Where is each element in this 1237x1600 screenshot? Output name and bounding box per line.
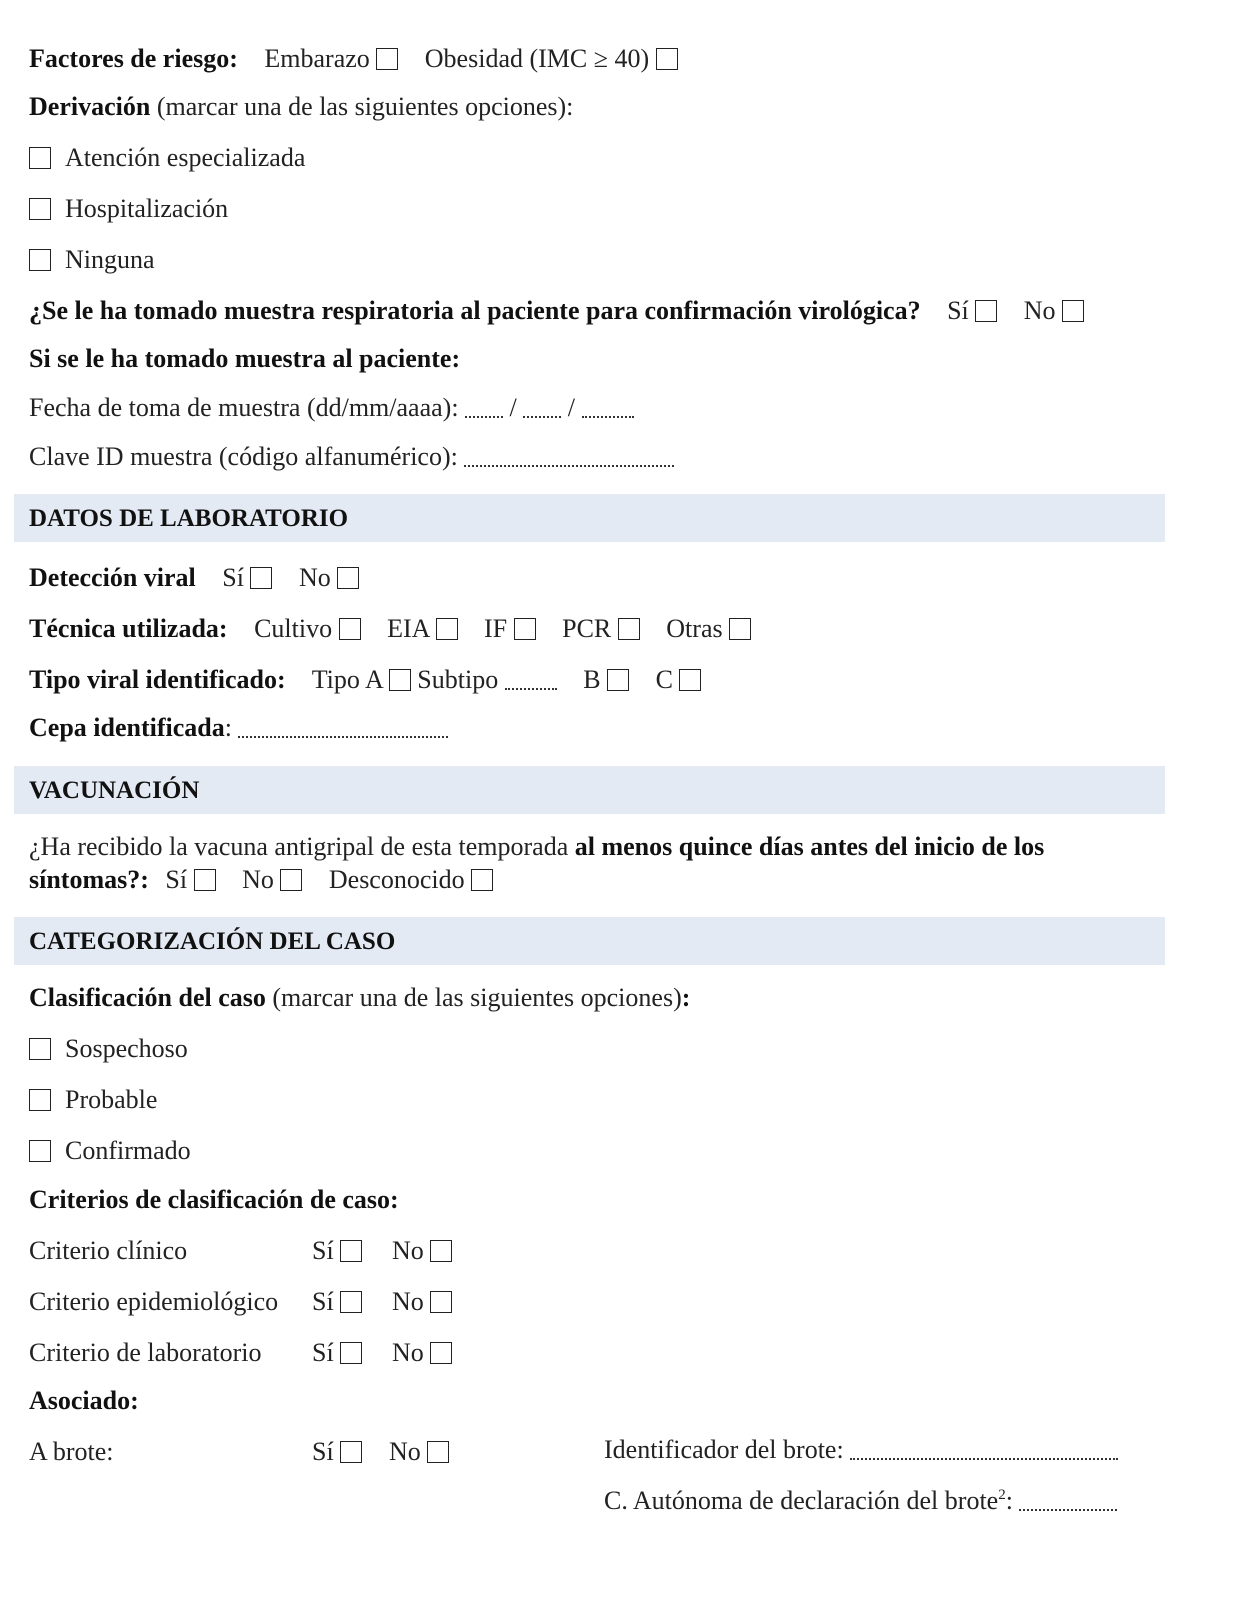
classification-option-suspected [29,1032,188,1066]
technique-culture-label: Cultivo [254,614,333,643]
suspected-checkbox[interactable] [29,1038,51,1060]
sample-question-row [29,294,1084,328]
vaccination-section-title: VACUNACIÓN [29,777,200,804]
vaccination-yes-label: Sí [165,865,188,894]
classification-option-label: Sospechoso [65,1034,188,1063]
type-c-checkbox[interactable] [679,669,701,691]
strain-colon: : [224,713,232,742]
criterion-laboratory-label: Criterio de laboratorio [29,1338,262,1367]
criterion-epidemiological-yes [312,1285,362,1319]
outbreak-yes-checkbox[interactable] [340,1441,362,1463]
criterion-laboratory-no [392,1336,452,1370]
referral-option-label: Atención especializada [65,143,306,172]
detection-no-label: No [298,563,331,592]
subtype-label: Subtipo [417,665,499,694]
viral-detection-row [29,561,359,595]
case-classification-row [29,981,690,1015]
technique-other-checkbox[interactable] [729,618,751,640]
categorization-section-header [14,917,1165,965]
sample-no-checkbox[interactable] [1062,300,1084,322]
outbreak-id-field[interactable] [850,1440,1118,1460]
no-label: No [389,1437,421,1466]
classification-option-probable [29,1083,157,1117]
criterion-clinical-no-checkbox[interactable] [430,1240,452,1262]
criterion-clinical-label: Criterio clínico [29,1236,188,1265]
yes-label: Sí [312,1287,334,1316]
strain-row [29,711,448,745]
type-c-label: C [655,665,673,694]
sample-no-label: No [1023,296,1056,325]
criterion-epidemiological-no-checkbox[interactable] [430,1291,452,1313]
type-b-label: B [583,665,601,694]
date-separator: / [567,393,576,422]
type-a-label: Tipo A [311,665,383,694]
vaccination-no-checkbox[interactable] [280,869,302,891]
no-label: No [392,1338,424,1367]
viral-detection-label: Detección viral [29,563,196,592]
type-a-checkbox[interactable] [389,669,411,691]
outbreak-id-row [604,1433,1118,1467]
sample-yes-label: Sí [947,296,969,325]
sample-date-month-field[interactable] [523,398,561,418]
referral-option-label: Ninguna [65,245,155,274]
referral-row [29,90,573,124]
lab-section-title: DATOS DE LABORATORIO [29,505,349,532]
criterion-clinical-yes-checkbox[interactable] [340,1240,362,1262]
viral-type-row [29,663,701,697]
no-label: No [392,1287,424,1316]
outbreak-label: A brote: [29,1437,114,1466]
categorization-section-title: CATEGORIZACIÓN DEL CASO [29,928,396,955]
pregnancy-label: Embarazo [264,44,370,73]
sample-id-label: Clave ID muestra (código alfanumérico): [29,442,458,471]
case-classification-colon: : [681,983,691,1012]
subtype-field[interactable] [505,670,557,690]
classification-option-label: Probable [65,1085,158,1114]
risk-factors-row [29,42,678,76]
referral-option-hospitalization [29,192,228,226]
classification-option-confirmed [29,1134,191,1168]
outbreak-region-label: C. Autónoma de declaración del brote [604,1486,999,1515]
criterion-laboratory-yes [312,1336,362,1370]
technique-row [29,612,751,646]
criterion-clinical-yes [312,1234,362,1268]
referral-option-label: Hospitalización [65,194,229,223]
criteria-label: Criterios de clasificación de caso: [29,1185,399,1214]
vaccination-yes-checkbox[interactable] [194,869,216,891]
sample-question: ¿Se le ha tomado muestra respiratoria al paciente para confirmación virológica? [29,296,921,325]
vaccination-question-bold: al menos quince días antes del inicio de los [574,832,1045,861]
detection-no-checkbox[interactable] [337,567,359,589]
vaccination-no-label: No [242,865,274,894]
referral-none-checkbox[interactable] [29,249,51,271]
footnote-marker: 2 [998,1487,1006,1503]
sample-id-field[interactable] [464,447,674,467]
referral-label: Derivación [29,92,151,121]
criterion-laboratory-yes-checkbox[interactable] [340,1342,362,1364]
date-separator: / [509,393,517,422]
referral-option-specialized [29,141,305,175]
outbreak-region-row [604,1484,1117,1518]
outbreak-no [389,1435,449,1469]
no-label: No [392,1236,424,1265]
case-classification-hint: (marcar una de las siguientes opciones) [272,983,682,1012]
sample-date-day-field[interactable] [465,398,503,418]
referral-hint: (marcar una de las siguientes opciones): [156,92,574,121]
vaccination-section-header [14,766,1165,814]
outbreak-region-field[interactable] [1019,1491,1117,1511]
vaccination-question-line2 [29,863,493,897]
criteria-heading [29,1183,399,1217]
criterion-epidemiological-yes-checkbox[interactable] [340,1291,362,1313]
viral-type-label: Tipo viral identificado: [29,665,286,694]
sample-id-row [29,440,674,474]
sample-date-label: Fecha de toma de muestra (dd/mm/aaaa): [29,393,459,422]
strain-label: Cepa identificada [29,713,225,742]
technique-other-label: Otras [666,614,723,643]
strain-field[interactable] [238,718,448,738]
case-classification-label: Clasificación del caso [29,983,266,1012]
detection-yes-checkbox[interactable] [250,567,272,589]
associated-heading [29,1384,139,1418]
outbreak-region-colon: : [1005,1486,1013,1515]
classification-option-label: Confirmado [65,1136,191,1165]
vaccination-question-bold2: síntomas?: [29,865,149,894]
sample-yes-checkbox[interactable] [975,300,997,322]
associated-label: Asociado: [29,1386,139,1415]
yes-label: Sí [312,1437,334,1466]
outbreak-id-label: Identificador del brote: [604,1435,844,1464]
criterion-laboratory-no-checkbox[interactable] [430,1342,452,1364]
sample-date-year-field[interactable] [582,398,634,418]
criterion-epidemiological-label: Criterio epidemiológico [29,1287,279,1316]
obesity-checkbox[interactable] [656,48,678,70]
sample-taken-label: Si se le ha tomado muestra al paciente: [29,344,461,373]
vaccination-unknown-label: Desconocido [328,865,465,894]
technique-if-checkbox[interactable] [514,618,536,640]
vaccination-question-start: ¿Ha recibido la vacuna antigripal de esta temporada [29,832,569,861]
referral-specialized-checkbox[interactable] [29,147,51,169]
sample-date-row [29,391,634,425]
criterion-epidemiological-no [392,1285,452,1319]
referral-option-none [29,243,155,277]
lab-section-header [14,494,1165,542]
technique-eia-checkbox[interactable] [436,618,458,640]
technique-if-label: IF [484,614,508,643]
technique-pcr-checkbox[interactable] [618,618,640,640]
detection-yes-label: Sí [222,563,244,592]
probable-checkbox[interactable] [29,1089,51,1111]
yes-label: Sí [312,1236,334,1265]
criterion-clinical-no [392,1234,452,1268]
sample-taken-heading [29,342,460,376]
technique-label: Técnica utilizada: [29,614,228,643]
referral-hospitalization-checkbox[interactable] [29,198,51,220]
technique-eia-label: EIA [387,614,429,643]
vaccination-question-line1 [29,830,1044,864]
type-b-checkbox[interactable] [607,669,629,691]
vaccination-unknown-checkbox[interactable] [471,869,493,891]
technique-culture-checkbox[interactable] [339,618,361,640]
confirmed-checkbox[interactable] [29,1140,51,1162]
risk-factors-label: Factores de riesgo: [29,44,238,73]
outbreak-yes [312,1435,362,1469]
yes-label: Sí [312,1338,334,1367]
technique-pcr-label: PCR [562,614,612,643]
pregnancy-checkbox[interactable] [376,48,398,70]
outbreak-no-checkbox[interactable] [427,1441,449,1463]
obesity-label: Obesidad (IMC ≥ 40) [424,44,650,73]
